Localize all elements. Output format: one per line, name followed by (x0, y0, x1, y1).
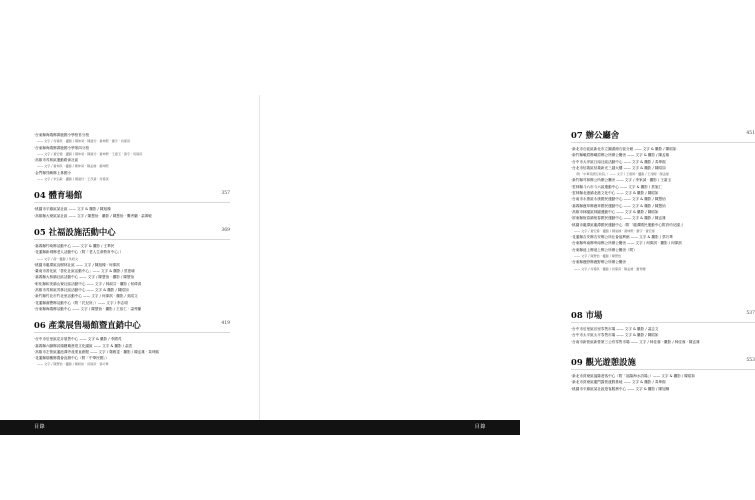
toc-entry: ‧雲林縣斗六市斗六區運動中心 —— 文字 & 攝影 / 蔡旭仁 (571, 184, 663, 189)
section-title: 06 產業展售場館暨直銷中心 (34, 320, 141, 331)
toc-entry: ‧臺南市善化區「善化社區活動中心」—— 文字 & 攝影 / 蔡惠瑜 (34, 269, 135, 274)
toc-entry: ‧台中市大甲區日南社區活動中心 —— 文字 & 攝影 / 黃坤熙 (571, 159, 666, 164)
toc-entry: ‧台東縣鹿野鄉鹿野鄉公所辦公廳舍 (571, 260, 627, 265)
right-column-section-09 (571, 357, 755, 392)
section-page-number: 369 (221, 227, 230, 233)
section-page-number: 553 (746, 358, 755, 363)
toc-entry: ‧嘉義縣大林鎮社區活動中心 —— 文字 / 陳慧怡 · 攝影 / 陳慧怡 (34, 275, 135, 280)
toc-entry: ‧高雄市茂林區茂林社區活動中心 —— 文字 & 攝影 / 陳昭如 (34, 288, 129, 293)
toc-entry: ‧台東縣海端鄉霧鹿國小學第四分校 (34, 145, 90, 150)
toc-entry: ‧台中市后里區花卉展售中心 —— 文字 & 攝影 / 李國茂 (34, 337, 122, 342)
section-page-number: 419 (221, 321, 230, 327)
toc-entry: ‧高雄市林園區林園運動中心 —— 文字 & 攝影 / 陳昭如 (571, 209, 659, 214)
section-page-number: 451 (746, 131, 755, 136)
toc-entry: ‧屏東縣恆春鎮恆春國民運動中心 —— 文字 & 攝影 / 陳孟雄 (571, 216, 666, 221)
toc-entry: ‧金門縣烈嶼鄉上林國小 (34, 170, 72, 175)
footer-band (0, 420, 520, 435)
right-column-section-07 (571, 130, 755, 272)
right-page (260, 0, 755, 420)
toc-entry: ‧高雄縣大寮區某社區 —— 文字 / 陳慧怡 攝影 / 陳慧怡 · 龔秀蘭 · 蕭萬敏 (34, 213, 152, 218)
toc-entry: ‧高雄市茂林區運動路演社區 (34, 158, 79, 163)
toc-entry: ‧嘉義縣六腳鄉蒜頭糖廠蔗埕文化園區 —— 文字 & 攝影 / 蕭雲 (34, 343, 133, 348)
toc-entry: ‧新竹縣竹北市竹北里活動中心 —— 文字 / 何偉淇 · 攝影 / 吳昭文 (34, 294, 138, 299)
section-07 (571, 130, 755, 272)
toc-entry-credit: —— 文字 / 黃宏偉 攝影 / 陳仲榮 · 陳滋玲 · 黃坤熙 · 王嘉玉 · 黃宇 · 何偉淇 (37, 151, 143, 156)
toc-entry-credit: —— 文字 / 何偉淇 · 攝影 / 何偉淇 · 陳孟雄 · 蕭秀蘭 (574, 266, 646, 271)
footer-label-right: 目錄 (474, 424, 486, 430)
toc-entry: ‧桃園市龍潭區龍潭國民運動中心（附「龍潭國民運動中心附設幼兒園」） (571, 222, 686, 227)
toc-entry: ‧花蓮縣吉安鄉吉安鄉公所社會福利館 —— 文字 & 攝影 / 蔡巧華 (571, 235, 673, 240)
toc-entry: ‧新北市貢寮區福隆遊客中心（附「福隆海水浴場」）—— 文字 & 攝影 / 陳昭如 (571, 374, 696, 378)
intro-entries (34, 132, 230, 182)
section-08 (571, 310, 755, 345)
toc-entry: ‧新北市石碇區新北市立圖書館石碇分館 —— 文字 & 攝影 / 陳昭如 (571, 147, 677, 151)
toc-entry: ‧花蓮縣新城鄉老人活動中心（附「老人生命教育中心」） (34, 250, 124, 255)
section-title: 09 觀光遊憩設施 (571, 357, 636, 367)
toc-entry: ‧雲林縣北港鎮北港文化中心 —— 文字 & 攝影 / 陳昭如 (571, 191, 659, 196)
section-09 (571, 357, 755, 392)
toc-entry-credit: —— 文字 / 朱弘敏 攝影 / 陳滋玲 · 王茂基 · 何偉淇 (37, 177, 109, 182)
toc-entry: ‧新竹縣芎林鄉公所辦公廳舍 —— 文字 / 李家誠 · 攝影 / 王嘉玉 (571, 178, 672, 183)
section-title: 08 市場 (571, 310, 603, 320)
section-page-number: 357 (221, 191, 230, 197)
toc-entry: ‧桃園市平鎮區某社區遊客服務中心 —— 文字 & 攝影 / 陳旭棟 (571, 386, 670, 391)
toc-entry: ‧台北市信義區信義新光三越大樓 —— 文字 & 攝影 / 陳昭如 (571, 165, 666, 170)
toc-entry-credit: —— 文字 / 何偉淇 攝影 / 陳仲榮 · 陳滋玲 · 黃坤熙 · 蕭宇 · 何偉淇 (37, 139, 131, 144)
page-margin-bottom (0, 435, 520, 500)
section-06 (34, 320, 230, 367)
right-column-section-08 (571, 310, 755, 345)
toc-entry: ‧台中市后里區后里零售市場 —— 文字 & 攝影 / 蕭志文 (571, 327, 659, 331)
section-divider (571, 322, 755, 323)
toc-entry: ‧台東縣池上鄉池上鄉公所辦公廳舍（附） (571, 247, 637, 252)
toc-entry: ‧新竹縣峨眉鄉峨眉鄉公所辦公廳舍 —— 文字 & 攝影 / 陳孟雄 (571, 153, 670, 158)
toc-entry: ‧嘉義縣鹿草鄉鹿草國民運動中心 —— 文字 & 攝影 / 陳慧怡 (571, 203, 666, 208)
toc-entry: ‧台東縣海端鄉活動中心 —— 文字 / 陳慧怡 · 攝影 / 王裕仁 · 蕭秀蘭 (34, 306, 142, 311)
section-page-number: 537 (746, 311, 755, 316)
section-05 (34, 227, 230, 312)
toc-entry: ‧台南市永康區永康國民運動中心 —— 文字 & 攝影 / 陳慧怡 (571, 197, 666, 202)
section-title: 04 體育場館 (34, 190, 83, 201)
toc-entry: ‧台南市新營區新營第三公有零售市場 —— 文字 / 林佳蓉 · 攝影 / 林佳蓉 · 陳孟雄 (571, 339, 700, 344)
toc-entry: ‧新北市貢寮區龍門露營渡假基地 —— 文字 & 攝影 / 黃坤熙 (571, 380, 666, 385)
section-divider (34, 332, 230, 333)
toc-entry: ‧花蓮縣瑞穗鄉農會直銷中心（附「中華民國」） (34, 356, 109, 361)
section-divider (571, 369, 755, 370)
toc-entry-credit: （附「中華民國行政院」）—— 文字 / 王翊婷 · 攝影 / 王翊婷 · 陳孟雄 (574, 172, 669, 177)
left-page (0, 0, 260, 420)
toc-entry: ‧花蓮縣壽豐鄉活動中心（附「托兒所」）—— 文字 / 李志明 (34, 300, 128, 305)
toc-entry: ‧台東縣海端鄉霧鹿國小學校首分校 (34, 133, 90, 137)
toc-entry-credit: —— 文字 / 陳慧怡 · 攝影 / 陳慧怡 (574, 254, 622, 259)
section-divider (571, 142, 755, 143)
toc-entry: ‧台中市太平區太平零售市場 —— 文字 & 攝影 / 陳昭如 (571, 333, 659, 338)
toc-entry: ‧嘉義縣竹崎鄉活動中心 —— 文字 & 攝影 / 王華民 (34, 243, 115, 248)
left-column (34, 132, 230, 368)
toc-entry-credit: —— 文字 / 黃宏偉 攝影 / 陳旭棟 · 黃坤熙 · 蕭宇 · 黃宏偉 (574, 228, 655, 233)
toc-entry: ‧台東縣卑南鄉卑南鄉公所辦公廳舍 —— 文字 / 何偉淇 · 攝影 / 何偉淇 (571, 241, 682, 246)
section-04 (34, 190, 230, 219)
section-divider (34, 202, 230, 203)
toc-entry: ‧彰化縣和美鎮山寮社區活動中心 —— 文字 / 林淑芬 · 攝影 / 何偉淇 (34, 281, 142, 286)
toc-entry-credit: —— 文字 / 薛一攝影 / 吳昭文 (37, 256, 79, 261)
section-divider (34, 239, 230, 240)
toc-entry-credit: —— 文字 / 陳慧怡 · 攝影 / 陳昭如 · 何偉淇 · 蔡巧華 (37, 362, 109, 367)
toc-entry: ‧桃園市平鎮區某社區 —— 文字 & 攝影 / 陳旭棟 (34, 207, 111, 212)
section-title: 07 辦公廳舍 (571, 130, 620, 140)
toc-entry: ‧高雄市左營區蓮池潭旁產業直銷點 —— 文字 / 鄭雅雯 · 攝影 / 陳孟雄 · 黃坤熙 (34, 349, 160, 354)
section-title: 05 社福設施活動中心 (34, 226, 116, 237)
footer-label-left: 目錄 (34, 424, 46, 430)
toc-entry-credit: —— 文字 / 黃仲淇 · 攝影 / 陳仲榮 · 陳孟雄 · 黃坤熙 (37, 164, 109, 169)
toc-entry: ‧桃園市龍潭區烏樹林社區 —— 文字 / 陳旭棟 · 何偉淇 (34, 262, 120, 267)
